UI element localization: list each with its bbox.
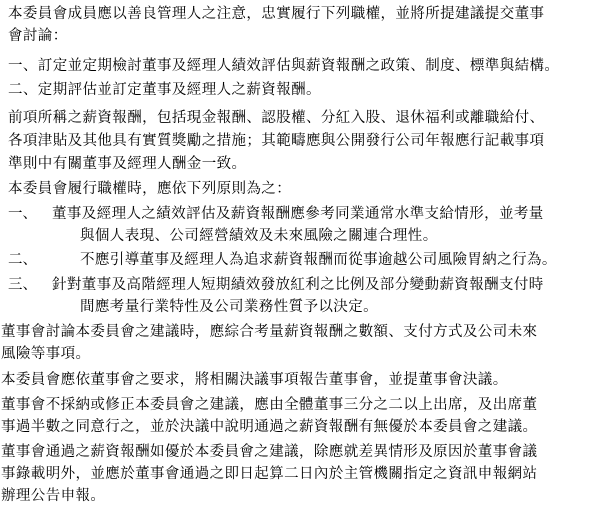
principle-3-line-2: 間應考量行業特性及公司業務性質予以決定。 [80,299,378,315]
board-discussion-line-1: 董事會討論本委員會之建議時，應綜合考量薪資報酬之數額、支付方式及公司未來 [1,324,538,340]
principle-number-2: 二、 [8,252,37,268]
duty-item-1: 一、訂定並定期檢討董事及經理人績效評估與薪資報酬之政策、制度、標準與結構。 [8,58,560,74]
intro-line-2: 會討論： [8,28,68,44]
report-line: 本委員會應依董事會之要求，將相關決議事項報告董事會，並提董事會決議。 [1,372,508,388]
principle-number-3: 三、 [8,277,37,293]
announcement-line-2: 事錄載明外，並應於董事會通過之即日起算二日內於主管機關指定之資訊申報網站 [1,466,538,482]
duty-item-2: 二、定期評估並訂定董事及經理人之薪資報酬。 [8,82,321,98]
definition-line-2: 各項津貼及其他具有實質獎勵之措施；其範疇應與公開發行公司年報應行記載事項 [8,133,545,149]
announcement-line-3: 辦理公告申報。 [1,488,106,504]
definition-line-1: 前項所稱之薪資報酬，包括現金報酬、認股權、分紅入股、退休福利或離職給付、 [8,110,545,126]
announcement-line-1: 董事會通過之薪資報酬如優於本委員會之建議，除應就差異情形及原因於董事會議 [1,444,538,460]
rejection-line-1: 董事會不採納或修正本委員會之建議，應由全體董事三分之二以上出席，及出席董 [1,397,538,413]
principles-intro: 本委員會履行職權時，應依下列原則為之： [8,181,292,197]
principle-1-line-1: 董事及經理人之績效評估及薪資報酬應參考同業通常水準支給情形，並考量 [52,206,544,222]
principle-3-line-1: 針對董事及高階經理人短期績效發放紅利之比例及部分變動薪資報酬支付時 [52,277,544,293]
principle-1-line-2: 與個人表現、公司經營績效及未來風險之關連合理性。 [80,228,438,244]
rejection-line-2: 事過半數之同意行之，並於決議中說明通過之薪資報酬有無優於本委員會之建議。 [1,419,538,435]
board-discussion-line-2: 風險等事項。 [1,346,91,362]
intro-line-1: 本委員會成員應以善良管理人之注意，忠實履行下列職權，並將所提建議提交董事 [8,6,545,22]
principle-number-1: 一、 [8,206,37,222]
principle-2-line-1: 不應引導董事及經理人為追求薪資報酬而從事逾越公司風險胃納之行為。 [80,252,557,268]
definition-line-3: 準則中有關董事及經理人酬金一致。 [8,156,247,172]
